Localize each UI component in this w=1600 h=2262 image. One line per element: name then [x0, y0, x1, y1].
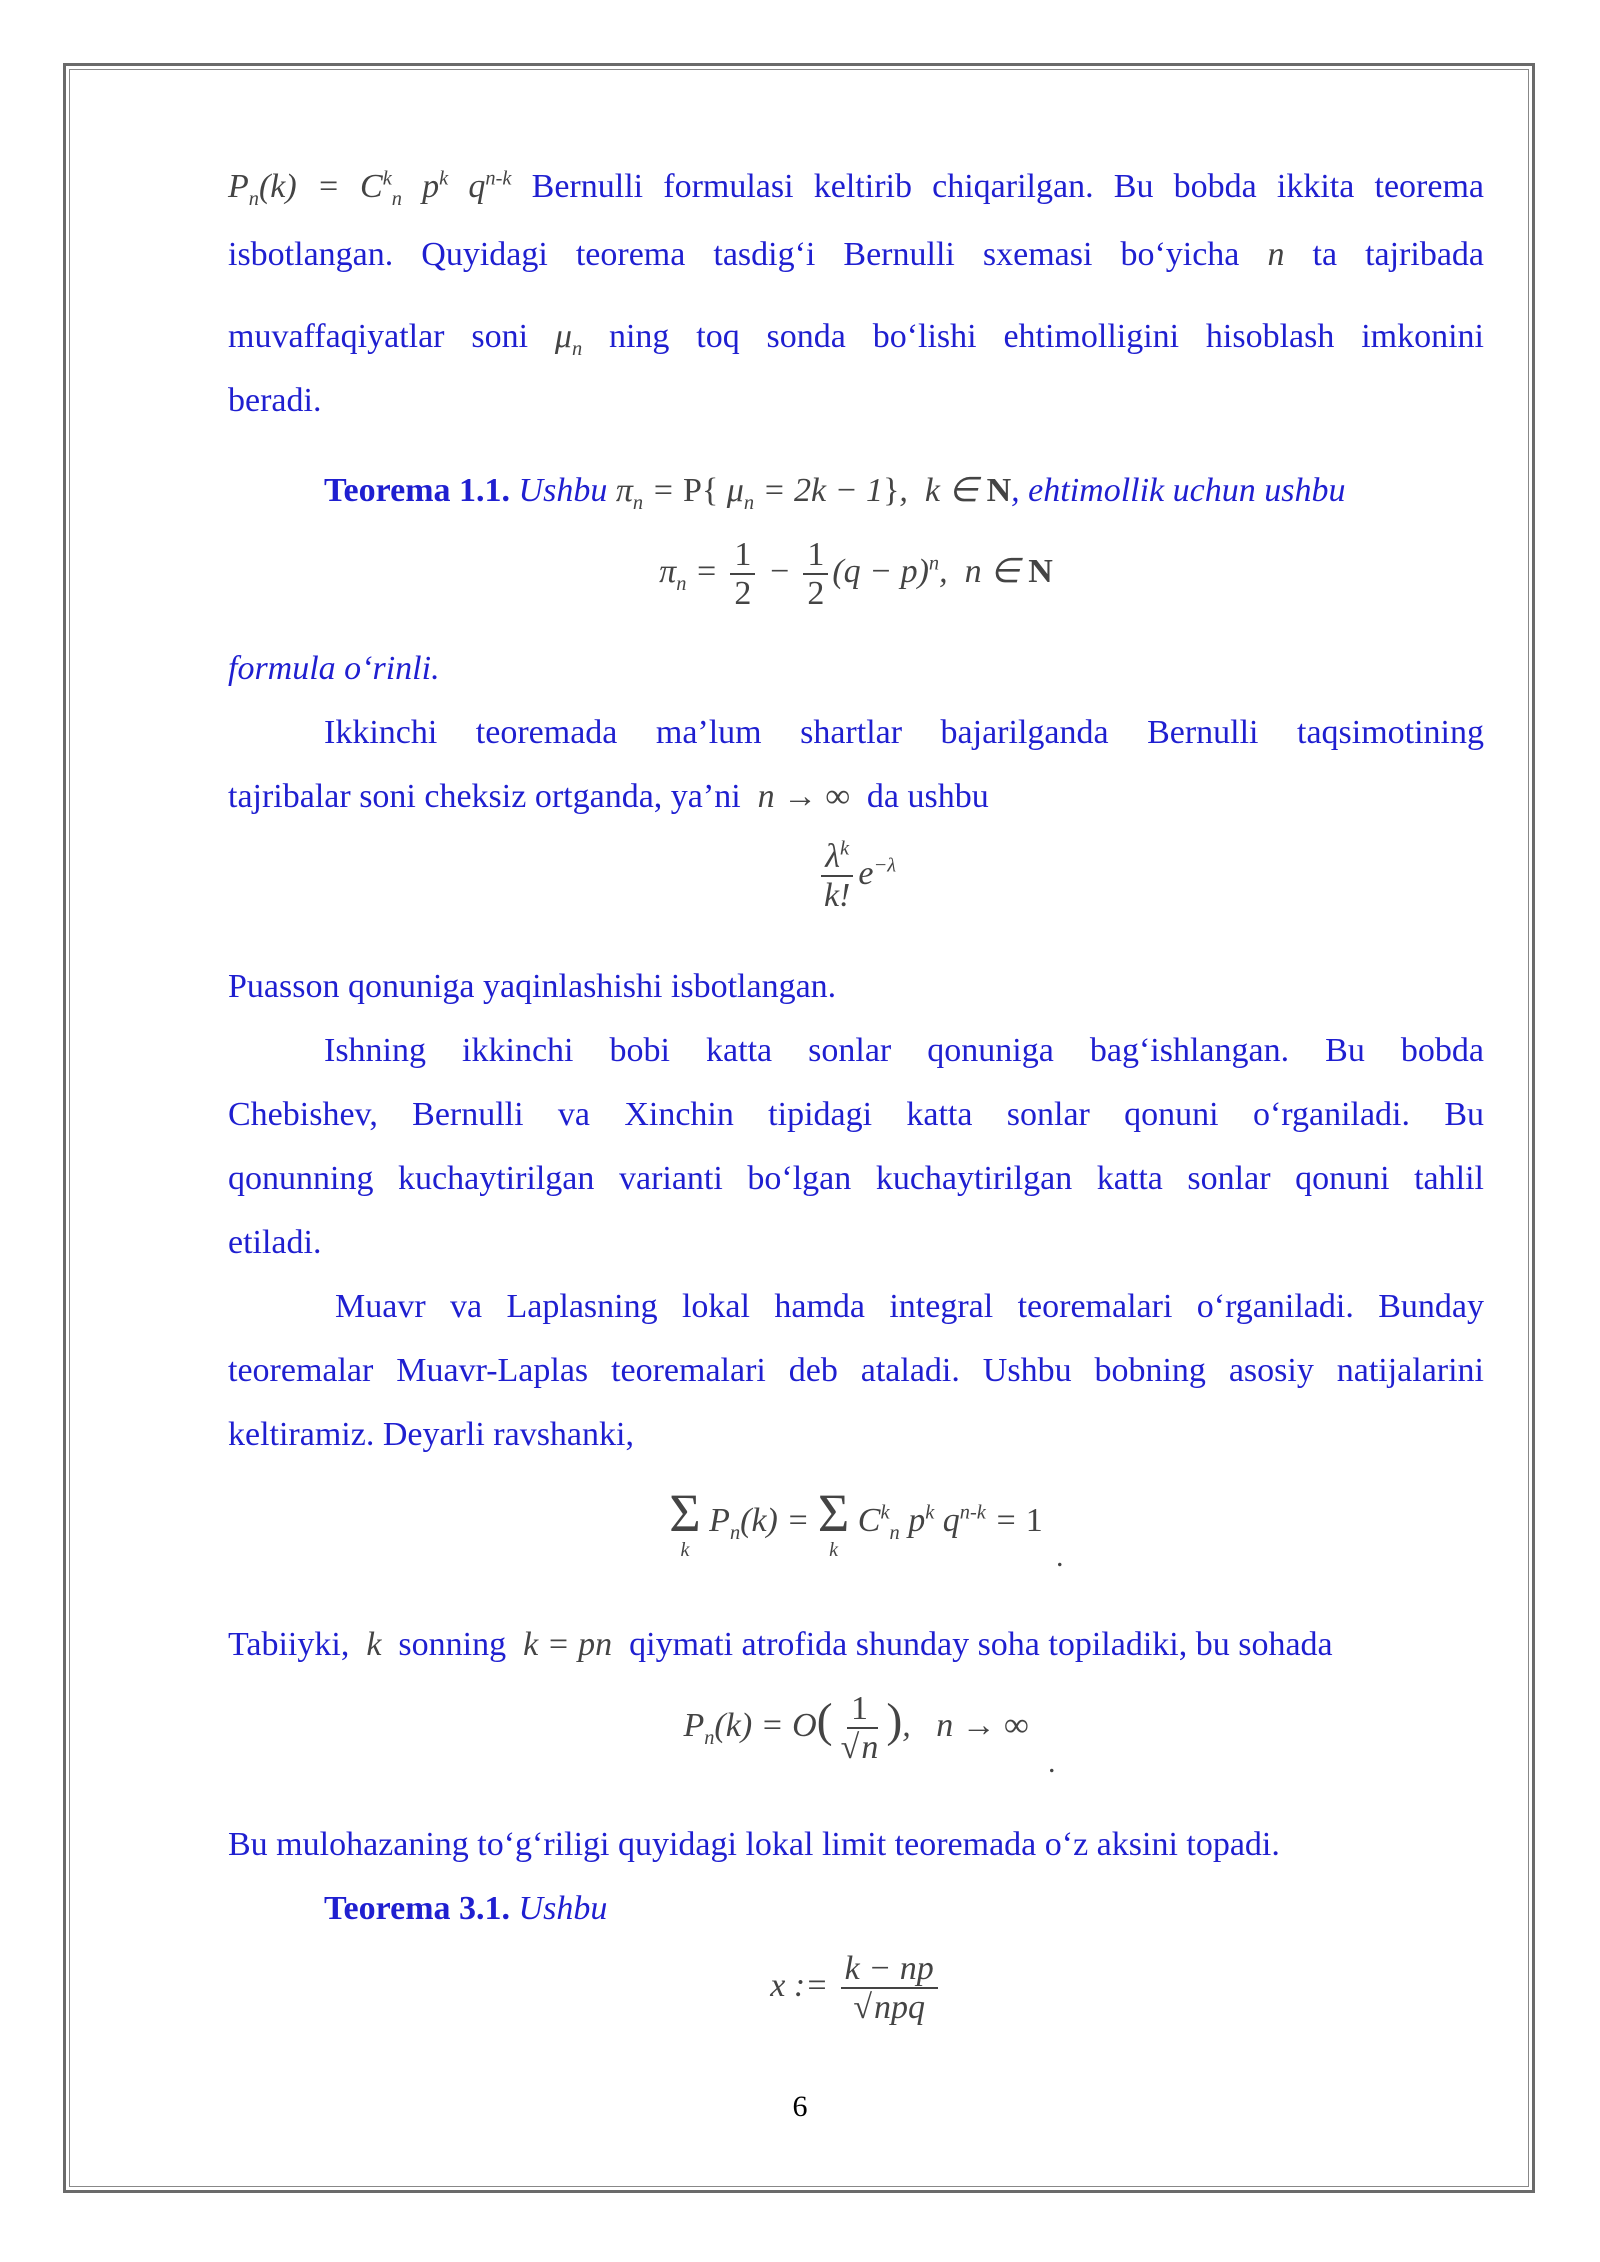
- theorem-1-1-formula: $\pi_n$ = $\frac{1}{2}$ − $\frac{1}{2}$ $(q - p)^n$, n ∈ N: [659, 536, 1053, 613]
- bernoulli-formula: $P_n(k) = C^k_n$ $p^k$ $q^{n-k}$: [228, 167, 512, 210]
- paragraph-3-line-3: qonunning kuchaytirilgan varianti bo‘lgan kuchaytirilgan katta sonlar qonuni tahlil: [228, 1160, 1484, 1197]
- sum-formula-period: .: [1056, 1540, 1064, 1573]
- order-formula: $P_n(k) = O$( $\frac{1}{√n}$ ), n → ∞: [683, 1690, 1029, 1767]
- theorem-1-1-definition: $\pi_n = P${ $\mu_n = 2k - 1$}, k ∈ N: [615, 472, 1012, 514]
- x-definition-formula: x := $\frac{k - np}{\text{√npq}}$: [228, 1950, 1484, 2027]
- paragraph-1-line-3: muvaffaqiyatlar soni $\mu_n$ ning toq sonda bo‘lishi ehtimolligini hisoblash imkonini: [228, 318, 1485, 360]
- paragraph-5-line-1: Tabiiyki, k sonning k = pn qiymati atrofida shunday soha topiladiki, bu sohada: [228, 1626, 1333, 1663]
- paragraph-2-line-3: Puasson qonuniga yaqinlashishi isbotlangan.: [228, 968, 837, 1005]
- theorem-1-1-label: Teorema 1.1.: [324, 472, 511, 509]
- math-n: n: [1267, 236, 1285, 273]
- paragraph-3-line-2: Chebishev, Bernulli va Xinchin tipidagi katta sonlar qonuni o‘rganiladi. Bu: [228, 1096, 1484, 1133]
- math-k: k: [357, 1626, 390, 1663]
- page-number: 6: [792, 2090, 808, 2123]
- paragraph-4-line-1: Muavr va Laplasning lokal hamda integral teoremalari o‘rganiladi. Bunday: [335, 1288, 1484, 1325]
- paragraph-5-line-2: Bu mulohazaning to‘g‘riligi quyidagi lokal limit teoremada o‘z aksini topadi.: [228, 1826, 1280, 1863]
- theorem-3-1-label: Teorema 3.1.: [324, 1890, 511, 1927]
- theorem-3-1-line: Teorema 3.1. Ushbu: [324, 1890, 608, 1927]
- paragraph-1-line-1: $P_n(k) = C^k_n$ $p^k$ $q^{n-k}$ Bernulli formulasi keltirib chiqarilgan. Bu bobda ikkita teorema: [228, 167, 1485, 210]
- theorem-1-1-closing: formula o‘rinli.: [228, 650, 440, 687]
- paragraph-3-line-1: Ishning ikkinchi bobi katta sonlar qonuniga bag‘ishlangan. Bu bobda: [324, 1032, 1484, 1069]
- sum-formula: Σ k $P_n(k)$ = Σ k $C^k_n$ $p^k$ $q^{n-k} = 1$: [669, 1483, 1043, 1561]
- paragraph-3-line-4: etiladi.: [228, 1224, 322, 1261]
- math-k-equals-pn: k = pn: [514, 1626, 621, 1663]
- paragraph-4-line-2: teoremalar Muavr-Laplas teoremalari deb ataladi. Ushbu bobning asosiy natijalarini: [228, 1352, 1484, 1389]
- paragraph-1-line-2: isbotlangan. Quyidagi teorema tasdig‘i Bernulli sxemasi bo‘yicha n ta tajribada: [228, 236, 1485, 273]
- paragraph-2-line-2: tajribalar soni cheksiz ortganda, ya’ni n → ∞ da ushbu: [228, 778, 989, 815]
- paragraph-2-line-1: Ikkinchi teoremada ma’lum shartlar bajarilganda Bernulli taqsimotining: [324, 714, 1484, 751]
- theorem-1-1-line: Teorema 1.1. Ushbu $\pi_n = P${ $\mu_n = 2k - 1$}, k ∈ N, ehtimollik uchun ushbu: [324, 472, 1346, 514]
- poisson-formula: $\frac{\lambda^k}{k!}$ $e^{-\lambda}$: [228, 838, 1484, 915]
- order-formula-period: .: [1048, 1746, 1056, 1779]
- paragraph-1-line-4: beradi.: [228, 382, 322, 419]
- paragraph-4-line-3: keltiramiz. Deyarli ravshanki,: [228, 1416, 634, 1453]
- math-n-to-infinity: n → ∞: [749, 778, 859, 815]
- math-mu-n: $\mu_n$: [554, 318, 583, 360]
